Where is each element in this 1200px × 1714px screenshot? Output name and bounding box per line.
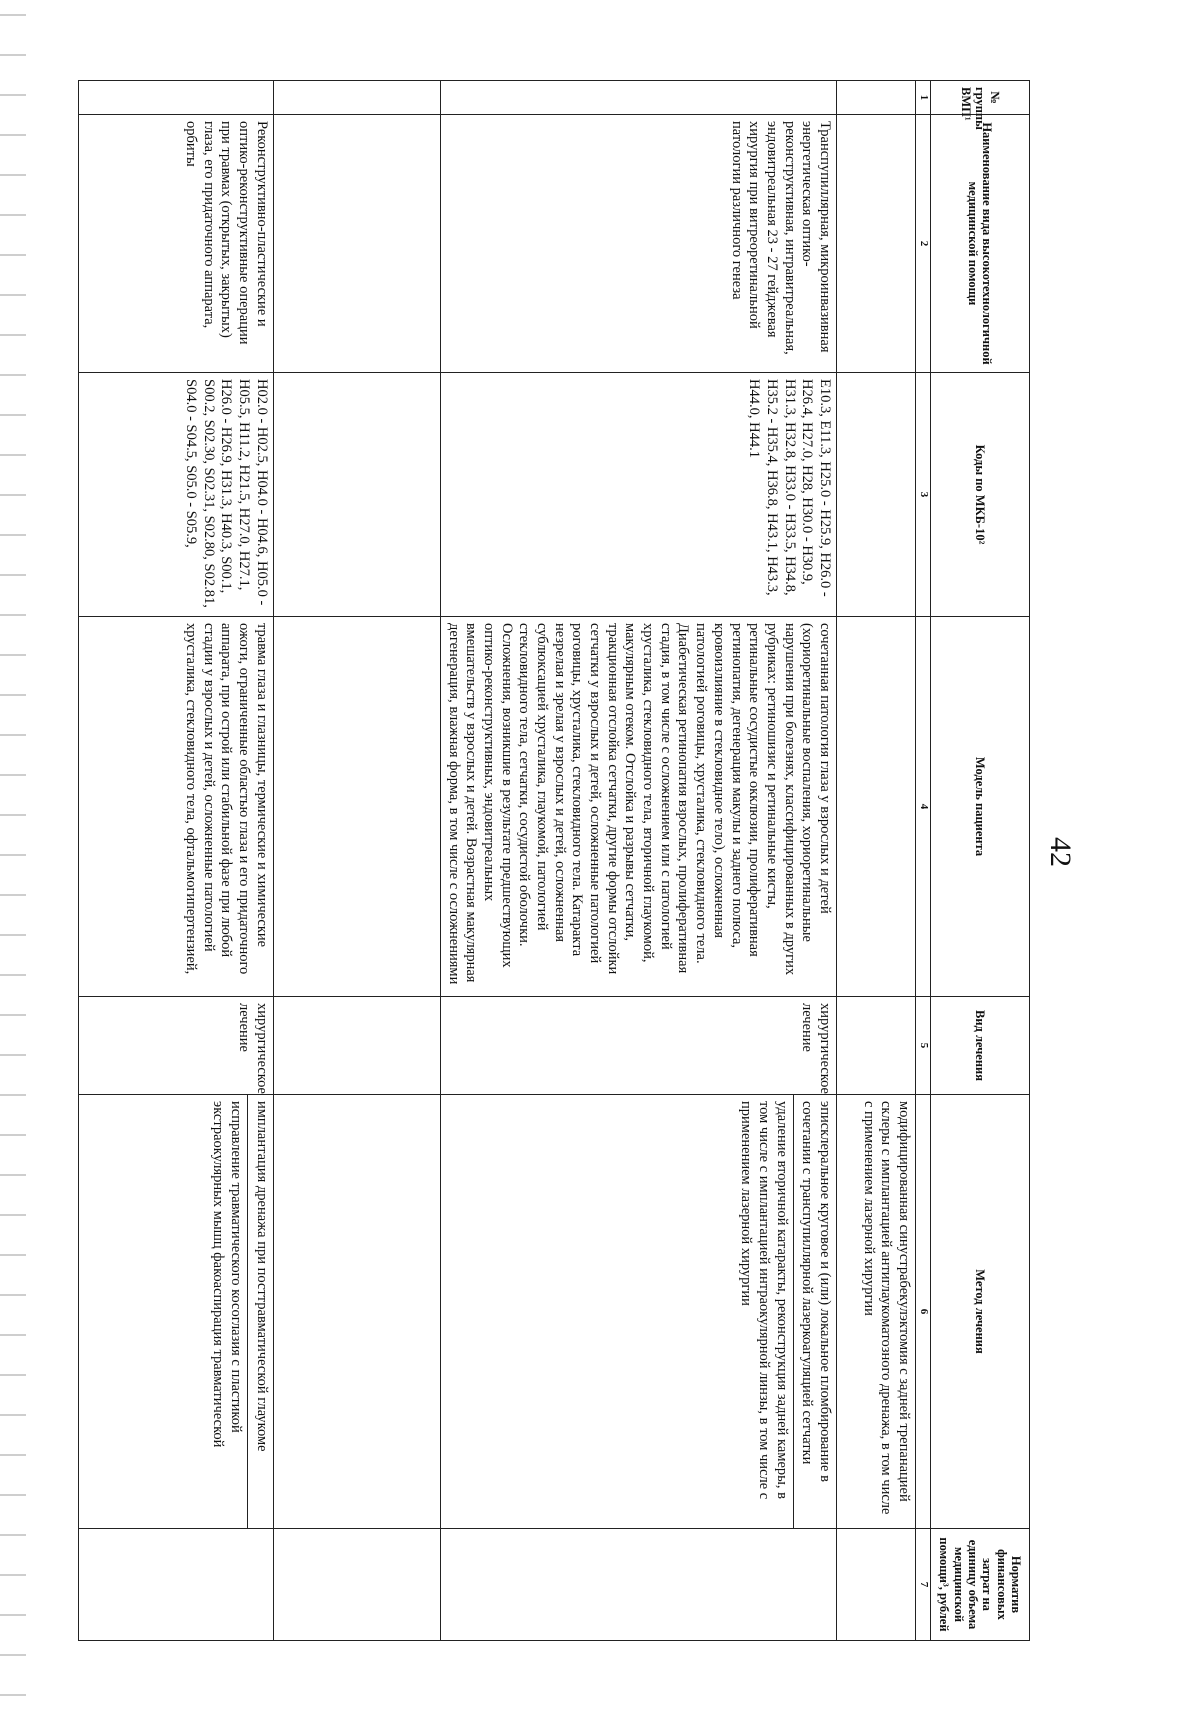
header-patient-model: Модель пациента xyxy=(931,617,1030,997)
patient-model-cell: травма глаза и глазницы, термические и химические ожоги, ограниченные областью глаза и его придаточного аппарата, при острой или стабильной фазе при любой стадии у взрослых и детей, осложненные патологией хрусталика, стекловидного тела, офтальмогипертензией, xyxy=(78,617,273,997)
icd-codes-cell: E10.3, E11.3, H25.0 - H25.9, H26.0 - H26.4, H27.0, H28, H30.0 - H30.9, H31.3, H32.8, H33.0 - H33.5, H34.8, H35.2 - H35.4, H36.8, H43.1, H43.3, H44.0, H44.1 xyxy=(440,373,836,617)
rotated-table-frame xyxy=(92,80,1030,1640)
cost-cell xyxy=(440,1529,836,1641)
column-number: 1 xyxy=(916,81,931,115)
header-icd-codes: Коды по МКБ-10² xyxy=(931,373,1030,617)
column-number: 3 xyxy=(916,373,931,617)
column-number: 5 xyxy=(916,997,931,1095)
method-item: имплантация дренажа при посттравматической глаукоме xyxy=(253,1101,270,1452)
cost-cell xyxy=(273,1529,440,1641)
table-cell xyxy=(837,373,916,617)
header-row xyxy=(931,81,1030,1641)
table-row xyxy=(837,81,916,1641)
table-row xyxy=(273,81,440,1641)
binding-edge-shadow xyxy=(0,0,26,1714)
vmp-name-cell: Реконструктивно-пластические и оптико-реконструктивные операции при травмах (открытых, закрытых) глаза, его придаточного аппарата, орбиты xyxy=(78,115,273,373)
cost-cell xyxy=(837,1529,916,1641)
table-cell xyxy=(273,115,440,373)
table-cell xyxy=(273,81,440,115)
table-cell xyxy=(837,617,916,997)
table-cell xyxy=(837,81,916,115)
column-number: 2 xyxy=(916,115,931,373)
table-cell xyxy=(78,81,273,115)
table-cell xyxy=(837,997,916,1095)
header-group-number: № группы ВМП¹ xyxy=(931,81,1030,115)
method-item: эписклеральное круговое и (или) локальное пломбирование в сочетании с транспупиллярной лазеркоагуляцией сетчатки xyxy=(799,1101,833,1482)
table-cell xyxy=(837,115,916,373)
vmp-name-cell: Транспупиллярная, микроинвазивная энергетическая оптико-реконструктивная, интравитреальная, эндовитреальная 23 - 27 гейджевая хирургия при витреоретинальной патологии различного генеза xyxy=(440,115,836,373)
method-cell xyxy=(78,1095,273,1529)
method-item: удаление вторичной катаракты, реконструкция задней камеры, в том числе с имплантацией интраокулярной линзы, в том числе с применением лазерной хирургии xyxy=(737,1095,794,1528)
patient-model-cell: сочетанная патология глаза у взрослых и детей (хориоретинальные воспаления, хориоретинальные нарушения при болезнях, классифицированных в других рубриках: ретиношизис и ретинальные кисты, ретинальные сосудистые окклюзии, пролиферативная ретинопатия, дегенерация макулы и заднего полюса, кровоизлияние в стекловидное тело), осложненная патологией роговицы, хрусталика, стекловидного тела. Диабетическая ретинопатия взрослых, пролиферативная стадия, в том числе с осложнением или с патологией хрусталика, стекловидного тела, вторичной глаукомой, макулярным отеком. Отслойка и разрывы сетчатки, тракционная отслойка сетчатки, другие формы отслойки сетчатки у взрослых и детей, осложненные патологией роговицы, хрусталика, стекловидного тела. Катаракта незрелая и зрелая у взрослых и детей, осложненная сублюксацией хрусталика, глаукомой, патологией стекловидного тела, сетчатки, сосудистой оболочки. Осложнения, возникшие в результате предшествующих оптико-реконструктивных, эндовитреальных вмешательств у взрослых и детей. Возрастная макулярная дегенерация, влажная форма, в том числе с осложнениями xyxy=(440,617,836,997)
header-treatment-method: Метод лечения xyxy=(931,1095,1030,1529)
treatment-type-cell: хирургическое лечение xyxy=(78,997,273,1095)
method-cell xyxy=(440,1095,836,1529)
vmp-table xyxy=(78,80,1030,1641)
column-number: 4 xyxy=(916,617,931,997)
column-number: 6 xyxy=(916,1095,931,1529)
table-cell xyxy=(273,1095,440,1529)
table-cell xyxy=(273,373,440,617)
cost-cell xyxy=(78,1529,273,1641)
column-number: 7 xyxy=(916,1529,931,1641)
header-cost-norm: Норматив финансовых затрат на единицу объема медицинской помощи³, рублей xyxy=(931,1529,1030,1641)
header-treatment-type: Вид лечения xyxy=(931,997,1030,1095)
method-cell: модифицированная синустрабекулэктомия с задней трепанацией склеры с имплантацией антиглаукоматозного дренажа, в том числе с применением лазерной хирургии xyxy=(837,1095,916,1529)
page-number: 42 xyxy=(1044,837,1077,867)
column-number-row xyxy=(916,81,931,1641)
header-vmp-name: Наименование вида высокотехнологичной медицинской помощи xyxy=(931,115,1030,373)
table-cell xyxy=(273,617,440,997)
table-cell xyxy=(440,81,836,115)
table-row xyxy=(440,81,836,1641)
treatment-type-cell: хирургическое лечение xyxy=(440,997,836,1095)
icd-codes-cell: H02.0 - H02.5, H04.0 - H04.6, H05.0 - H05.5, H11.2, H21.5, H27.0, H27.1, H26.0 - H26.9, H31.3, H40.3, S00.1, S00.2, S02.30, S02.31, S02.80, S02.81, S04.0 - S04.5, S05.0 - S05.9, xyxy=(78,373,273,617)
table-cell xyxy=(273,997,440,1095)
method-item: исправление травматического косоглазия с пластикой экстраокулярных мышц факоаспирация травматической xyxy=(209,1095,248,1528)
table-row xyxy=(78,81,273,1641)
